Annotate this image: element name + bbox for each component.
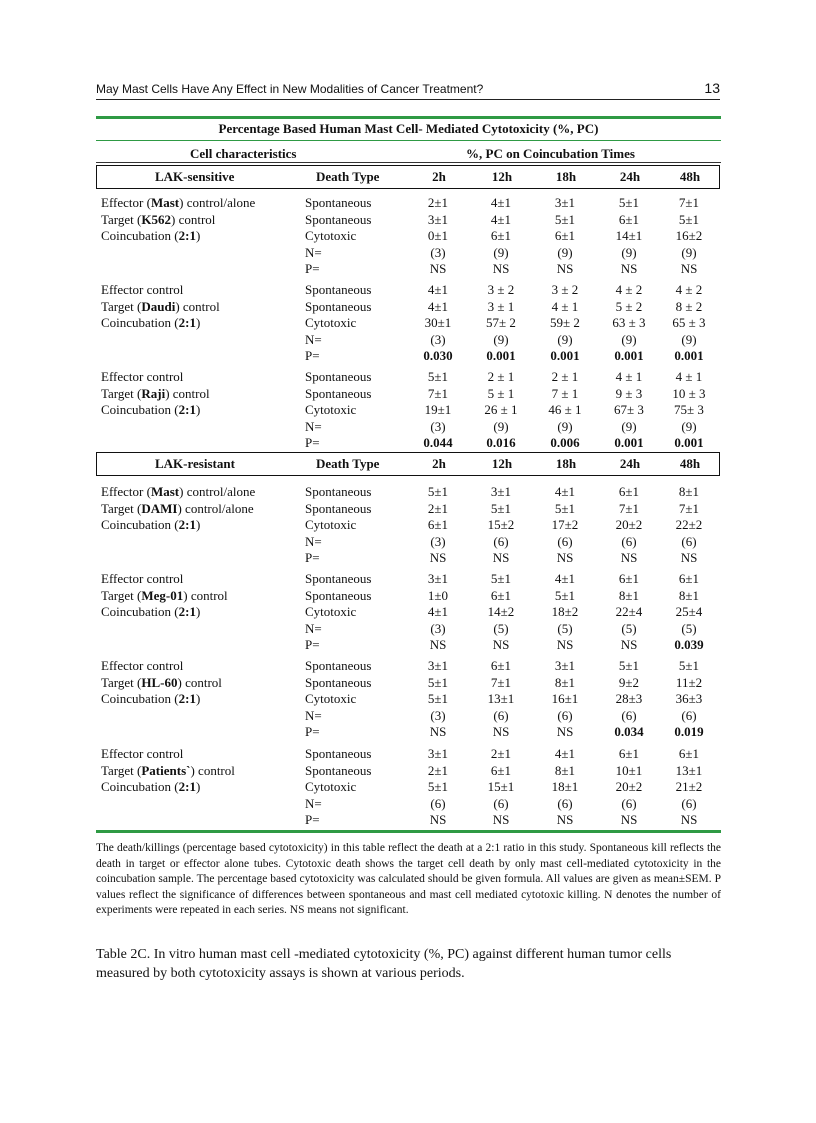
cell-description: Target (Daudi) control: [101, 298, 220, 314]
value-cell: 15±1: [487, 779, 515, 795]
death-type-cell: P=: [305, 435, 320, 451]
value-cell: 4 ± 2: [615, 282, 643, 297]
p-value-cell: NS: [492, 261, 510, 277]
death-type-cell: P=: [305, 261, 320, 277]
p-value-cell: 0.030: [423, 348, 453, 364]
value-cell: (6): [493, 707, 509, 723]
cell-description: Effector (Mast) control/alone: [101, 484, 256, 499]
death-type-cell: Cytotoxic: [305, 315, 357, 331]
value-cell: 2±1: [490, 746, 512, 761]
running-title: May Mast Cells Have Any Effect in New Modalities of Cancer Treatment?: [96, 82, 484, 96]
cell-line-name: Meg-01: [141, 587, 184, 603]
p-value-cell: NS: [620, 550, 638, 566]
value-cell: 6±1: [490, 587, 512, 603]
value-cell: 7±1: [427, 385, 449, 401]
value-cell: (9): [557, 418, 573, 434]
value-cell: 7±1: [618, 500, 640, 516]
value-cell: 2±1: [427, 500, 449, 516]
value-cell: (6): [681, 795, 697, 811]
cell-line-name: 2:1: [178, 517, 196, 533]
value-cell: (6): [430, 795, 446, 811]
value-cell: (6): [557, 533, 573, 549]
value-cell: 5±1: [490, 500, 512, 516]
p-value-cell: NS: [429, 550, 447, 566]
value-cell: 5±1: [554, 211, 576, 227]
cell-line-name: K562: [141, 211, 171, 227]
p-value-cell: NS: [429, 724, 447, 740]
cell-line-name: Patients`: [141, 762, 191, 778]
cell-description: Coincubation (2:1): [101, 517, 201, 533]
value-cell: 8±1: [678, 587, 700, 603]
value-cell: (3): [430, 620, 446, 636]
death-type-cell: Spontaneous: [305, 385, 372, 401]
group-label: LAK-sensitive: [155, 169, 235, 184]
death-type-cell: N=: [305, 707, 322, 723]
cell-description: Target (Patients`) control: [101, 762, 235, 778]
value-cell: (3): [430, 707, 446, 723]
p-value-cell: NS: [556, 261, 574, 277]
value-cell: 5±1: [554, 500, 576, 516]
p-value-cell: NS: [680, 261, 698, 277]
value-cell: 8±1: [618, 587, 640, 603]
value-cell: (5): [557, 620, 573, 636]
value-cell: 5±1: [427, 674, 449, 690]
value-cell: 21±2: [675, 779, 703, 795]
coincubation-times-header: %, PC on Coincubation Times: [466, 146, 635, 161]
value-cell: 5±1: [427, 779, 449, 795]
p-value-cell: NS: [620, 261, 638, 277]
cell-description: Effector control: [101, 369, 184, 384]
p-value-cell: 0.016: [486, 435, 516, 451]
cell-description: Coincubation (2:1): [101, 691, 201, 707]
value-cell: 18±2: [551, 604, 579, 620]
p-value-cell: NS: [492, 724, 510, 740]
cell-line-name: 2:1: [178, 779, 196, 795]
value-cell: 2±1: [427, 762, 449, 778]
cell-description: Target (DAMI) control/alone: [101, 500, 254, 516]
p-value-cell: NS: [556, 550, 574, 566]
death-type-cell: Cytotoxic: [305, 517, 357, 533]
column-header-rule: [96, 162, 721, 163]
value-cell: 3±1: [427, 658, 449, 673]
section-header-row: [96, 452, 720, 476]
value-cell: 0±1: [427, 228, 449, 244]
p-value-cell: NS: [492, 637, 510, 653]
value-cell: 14±1: [615, 228, 643, 244]
value-cell: (3): [430, 418, 446, 434]
value-cell: 4±1: [554, 571, 576, 586]
value-cell: 19±1: [424, 402, 452, 418]
death-type-cell: Cytotoxic: [305, 691, 357, 707]
value-cell: (3): [430, 244, 446, 260]
value-cell: 28±3: [615, 691, 643, 707]
value-cell: (3): [430, 533, 446, 549]
table-title: Percentage Based Human Mast Cell- Mediated Cytotoxicity (%, PC): [218, 121, 599, 136]
p-value-cell: NS: [429, 637, 447, 653]
value-cell: 75± 3: [674, 402, 704, 418]
value-cell: (5): [493, 620, 509, 636]
value-cell: 22±2: [675, 517, 703, 533]
death-type-cell: P=: [305, 724, 320, 740]
death-type-cell: Spontaneous: [305, 571, 372, 586]
value-cell: (9): [621, 418, 637, 434]
value-cell: (9): [681, 418, 697, 434]
value-cell: 4±1: [427, 604, 449, 620]
value-cell: 7±1: [490, 674, 512, 690]
p-value-cell: NS: [556, 812, 574, 828]
death-type-cell: P=: [305, 348, 320, 364]
value-cell: 4±1: [490, 211, 512, 227]
value-cell: 57± 2: [486, 315, 516, 331]
value-cell: 3±1: [427, 746, 449, 761]
value-cell: 20±2: [615, 779, 643, 795]
value-cell: (9): [681, 244, 697, 260]
group-label: LAK-resistant: [155, 456, 235, 471]
value-cell: 11±2: [675, 674, 703, 690]
death-type-cell: Cytotoxic: [305, 779, 357, 795]
cell-description: Coincubation (2:1): [101, 604, 201, 620]
cell-description: Target (Raji) control: [101, 385, 210, 401]
death-type-cell: N=: [305, 331, 322, 347]
time-header: 2h: [432, 456, 446, 471]
value-cell: 3±1: [554, 195, 576, 210]
value-cell: 5±1: [678, 658, 700, 673]
value-cell: 20±2: [615, 517, 643, 533]
value-cell: 3±1: [427, 211, 449, 227]
time-header: 12h: [491, 456, 513, 471]
cell-line-name: Mast: [150, 195, 180, 210]
time-header: 18h: [555, 456, 577, 471]
value-cell: 5±1: [427, 369, 449, 384]
value-cell: (9): [681, 331, 697, 347]
death-type-cell: Spontaneous: [305, 762, 372, 778]
value-cell: (9): [493, 331, 509, 347]
time-header: 48h: [679, 169, 701, 184]
value-cell: (6): [621, 533, 637, 549]
death-type-cell: Spontaneous: [305, 298, 372, 314]
time-header: 24h: [619, 169, 641, 184]
p-value-cell: NS: [492, 812, 510, 828]
section-header-row: [96, 165, 720, 189]
death-type-cell: Spontaneous: [305, 195, 372, 210]
running-header: [96, 80, 720, 100]
cell-description: Coincubation (2:1): [101, 402, 201, 418]
value-cell: 6±1: [427, 517, 449, 533]
p-value-cell: 0.034: [614, 724, 644, 740]
p-value-cell: 0.019: [674, 724, 704, 740]
value-cell: 9 ± 3: [615, 385, 643, 401]
cell-description: Target (K562) control: [101, 211, 216, 227]
cell-line-name: Daudi: [141, 298, 176, 314]
death-type-cell: Spontaneous: [305, 369, 372, 384]
death-type-header: Death Type: [316, 169, 380, 184]
value-cell: 4±1: [490, 195, 512, 210]
p-value-cell: NS: [556, 637, 574, 653]
death-type-cell: P=: [305, 637, 320, 653]
death-type-cell: Cytotoxic: [305, 228, 357, 244]
value-cell: 8±1: [678, 484, 700, 499]
cell-line-name: 2:1: [178, 604, 196, 620]
value-cell: 7±1: [678, 195, 700, 210]
p-value-cell: 0.001: [614, 348, 644, 364]
value-cell: 8±1: [554, 674, 576, 690]
value-cell: 3 ± 2: [551, 282, 579, 297]
cell-line-name: 2:1: [178, 691, 196, 707]
value-cell: 2±1: [427, 195, 449, 210]
value-cell: 2 ± 1: [551, 369, 579, 384]
value-cell: 5 ± 1: [487, 385, 515, 401]
value-cell: 6±1: [618, 484, 640, 499]
death-type-cell: Spontaneous: [305, 211, 372, 227]
value-cell: 6±1: [618, 211, 640, 227]
death-type-cell: Spontaneous: [305, 282, 372, 297]
cell-description: Coincubation (2:1): [101, 228, 201, 244]
value-cell: 22±4: [615, 604, 643, 620]
p-value-cell: 0.006: [550, 435, 580, 451]
p-value-cell: NS: [492, 550, 510, 566]
value-cell: 4±1: [427, 298, 449, 314]
value-cell: 63 ± 3: [612, 315, 646, 331]
value-cell: (6): [681, 707, 697, 723]
value-cell: (9): [493, 418, 509, 434]
value-cell: 6±1: [678, 571, 700, 586]
value-cell: 6±1: [678, 746, 700, 761]
value-cell: (5): [621, 620, 637, 636]
death-type-cell: N=: [305, 533, 322, 549]
value-cell: 4 ± 2: [675, 282, 703, 297]
value-cell: 6±1: [490, 762, 512, 778]
value-cell: 10±1: [615, 762, 643, 778]
value-cell: (6): [621, 795, 637, 811]
p-value-cell: 0.001: [614, 435, 644, 451]
value-cell: 3±1: [490, 484, 512, 499]
value-cell: (9): [557, 244, 573, 260]
death-type-cell: N=: [305, 620, 322, 636]
p-value-cell: NS: [620, 637, 638, 653]
death-type-cell: Spontaneous: [305, 500, 372, 516]
table-bottom-rule: [96, 830, 721, 833]
value-cell: 5±1: [618, 658, 640, 673]
p-value-cell: 0.039: [674, 637, 704, 653]
table-footnote: The death/killings (percentage based cytotoxicity) in this table reflect the death at a 2:1 ratio in this study. Spontaneous kill reflects the death in target or effector alone tubes. Cytotoxic death shows the target cell death by only mast cell-mediated cytotoxicity in the coincubation sample. The percentage based cytotoxicity was calculated should be given formula. All values are given as mean±SEM. P values reflect the significance of differences between spontaneous and mast cell mediated cytotoxic killing. N denotes the number of experiments were repeated in each series. NS means not significant.: [96, 842, 721, 916]
p-value-cell: NS: [620, 812, 638, 828]
value-cell: 2 ± 1: [487, 369, 515, 384]
page-number: 13: [704, 80, 720, 96]
cell-description: Effector (Mast) control/alone: [101, 195, 256, 210]
value-cell: 6±1: [490, 228, 512, 244]
death-type-cell: P=: [305, 812, 320, 828]
value-cell: 46 ± 1: [548, 402, 582, 418]
death-type-cell: Spontaneous: [305, 484, 372, 499]
time-header: 12h: [491, 169, 513, 184]
value-cell: 4 ± 1: [675, 369, 703, 384]
value-cell: 8 ± 2: [675, 298, 703, 314]
table-caption: Table 2C. In vitro human mast cell -mediated cytotoxicity (%, PC) against different human tumor cells measured by both cytotoxicity assays is shown at various periods.: [96, 947, 672, 981]
value-cell: 3±1: [554, 658, 576, 673]
value-cell: 16±1: [551, 691, 579, 707]
death-type-cell: Spontaneous: [305, 658, 372, 673]
value-cell: 4±1: [554, 484, 576, 499]
cell-line-name: Raji: [141, 385, 166, 401]
value-cell: (5): [681, 620, 697, 636]
value-cell: 16±2: [675, 228, 703, 244]
time-header: 48h: [679, 456, 701, 471]
value-cell: 6±1: [618, 746, 640, 761]
cell-characteristics-header: Cell characteristics: [190, 146, 297, 161]
value-cell: 26 ± 1: [484, 402, 518, 418]
p-value-cell: NS: [429, 812, 447, 828]
cell-line-name: HL-60: [141, 674, 178, 690]
cell-line-name: Mast: [150, 484, 180, 499]
cell-description: Effector control: [101, 282, 184, 297]
value-cell: 5±1: [554, 587, 576, 603]
value-cell: 6±1: [618, 571, 640, 586]
death-type-cell: Spontaneous: [305, 674, 372, 690]
p-value-cell: NS: [556, 724, 574, 740]
value-cell: 65 ± 3: [672, 315, 706, 331]
value-cell: 4 ± 1: [551, 298, 579, 314]
value-cell: (6): [493, 533, 509, 549]
death-type-cell: N=: [305, 244, 322, 260]
value-cell: 4±1: [554, 746, 576, 761]
cell-line-name: 2:1: [178, 315, 196, 331]
value-cell: (3): [430, 331, 446, 347]
p-value-cell: 0.044: [423, 435, 453, 451]
cell-description: Effector control: [101, 658, 184, 673]
value-cell: 1±0: [427, 587, 449, 603]
value-cell: 6±1: [490, 658, 512, 673]
cell-line-name: 2:1: [178, 402, 196, 418]
value-cell: (6): [557, 795, 573, 811]
value-cell: 36±3: [675, 691, 703, 707]
value-cell: 5±1: [618, 195, 640, 210]
value-cell: 18±1: [551, 779, 579, 795]
time-header: 24h: [619, 456, 641, 471]
value-cell: 5±1: [427, 484, 449, 499]
p-value-cell: NS: [680, 812, 698, 828]
value-cell: 3 ± 2: [487, 282, 515, 297]
value-cell: (9): [621, 244, 637, 260]
p-value-cell: 0.001: [674, 348, 704, 364]
value-cell: 14±2: [487, 604, 515, 620]
value-cell: (6): [681, 533, 697, 549]
death-type-cell: Spontaneous: [305, 746, 372, 761]
death-type-header: Death Type: [316, 456, 380, 471]
value-cell: 8±1: [554, 762, 576, 778]
cell-description: Target (Meg-01) control: [101, 587, 228, 603]
value-cell: 13±1: [487, 691, 515, 707]
value-cell: 17±2: [551, 517, 579, 533]
p-value-cell: 0.001: [550, 348, 580, 364]
value-cell: 4 ± 1: [615, 369, 643, 384]
value-cell: 5±1: [490, 571, 512, 586]
value-cell: 7±1: [678, 500, 700, 516]
cell-line-name: DAMI: [141, 500, 178, 516]
value-cell: 5±1: [427, 691, 449, 707]
value-cell: 9±2: [618, 674, 640, 690]
cell-description: Effector control: [101, 746, 184, 761]
value-cell: (6): [621, 707, 637, 723]
cell-line-name: 2:1: [178, 228, 196, 244]
value-cell: 7 ± 1: [551, 385, 579, 401]
value-cell: 5 ± 2: [615, 298, 643, 314]
value-cell: 25±4: [675, 604, 703, 620]
death-type-cell: Cytotoxic: [305, 604, 357, 620]
table-top-rule: [96, 116, 721, 119]
p-value-cell: NS: [680, 550, 698, 566]
value-cell: 30±1: [424, 315, 452, 331]
value-cell: 15±2: [487, 517, 515, 533]
value-cell: (9): [557, 331, 573, 347]
value-cell: 10 ± 3: [672, 385, 706, 401]
time-header: 18h: [555, 169, 577, 184]
value-cell: (6): [493, 795, 509, 811]
cell-description: Coincubation (2:1): [101, 779, 201, 795]
value-cell: (9): [621, 331, 637, 347]
value-cell: 3 ± 1: [487, 298, 515, 314]
value-cell: 3±1: [427, 571, 449, 586]
value-cell: 67± 3: [614, 402, 644, 418]
death-type-cell: P=: [305, 550, 320, 566]
table-title-rule: [96, 140, 721, 141]
death-type-cell: N=: [305, 795, 322, 811]
value-cell: 59± 2: [550, 315, 580, 331]
value-cell: (9): [493, 244, 509, 260]
value-cell: 4±1: [427, 282, 449, 297]
p-value-cell: NS: [429, 261, 447, 277]
cell-description: Coincubation (2:1): [101, 315, 201, 331]
death-type-cell: Cytotoxic: [305, 402, 357, 418]
value-cell: 13±1: [675, 762, 703, 778]
value-cell: (6): [557, 707, 573, 723]
value-cell: 6±1: [554, 228, 576, 244]
p-value-cell: 0.001: [674, 435, 704, 451]
p-value-cell: 0.001: [486, 348, 516, 364]
value-cell: 5±1: [678, 211, 700, 227]
death-type-cell: Spontaneous: [305, 587, 372, 603]
cell-description: Effector control: [101, 571, 184, 586]
death-type-cell: N=: [305, 418, 322, 434]
time-header: 2h: [432, 169, 446, 184]
cell-description: Target (HL-60) control: [101, 674, 222, 690]
